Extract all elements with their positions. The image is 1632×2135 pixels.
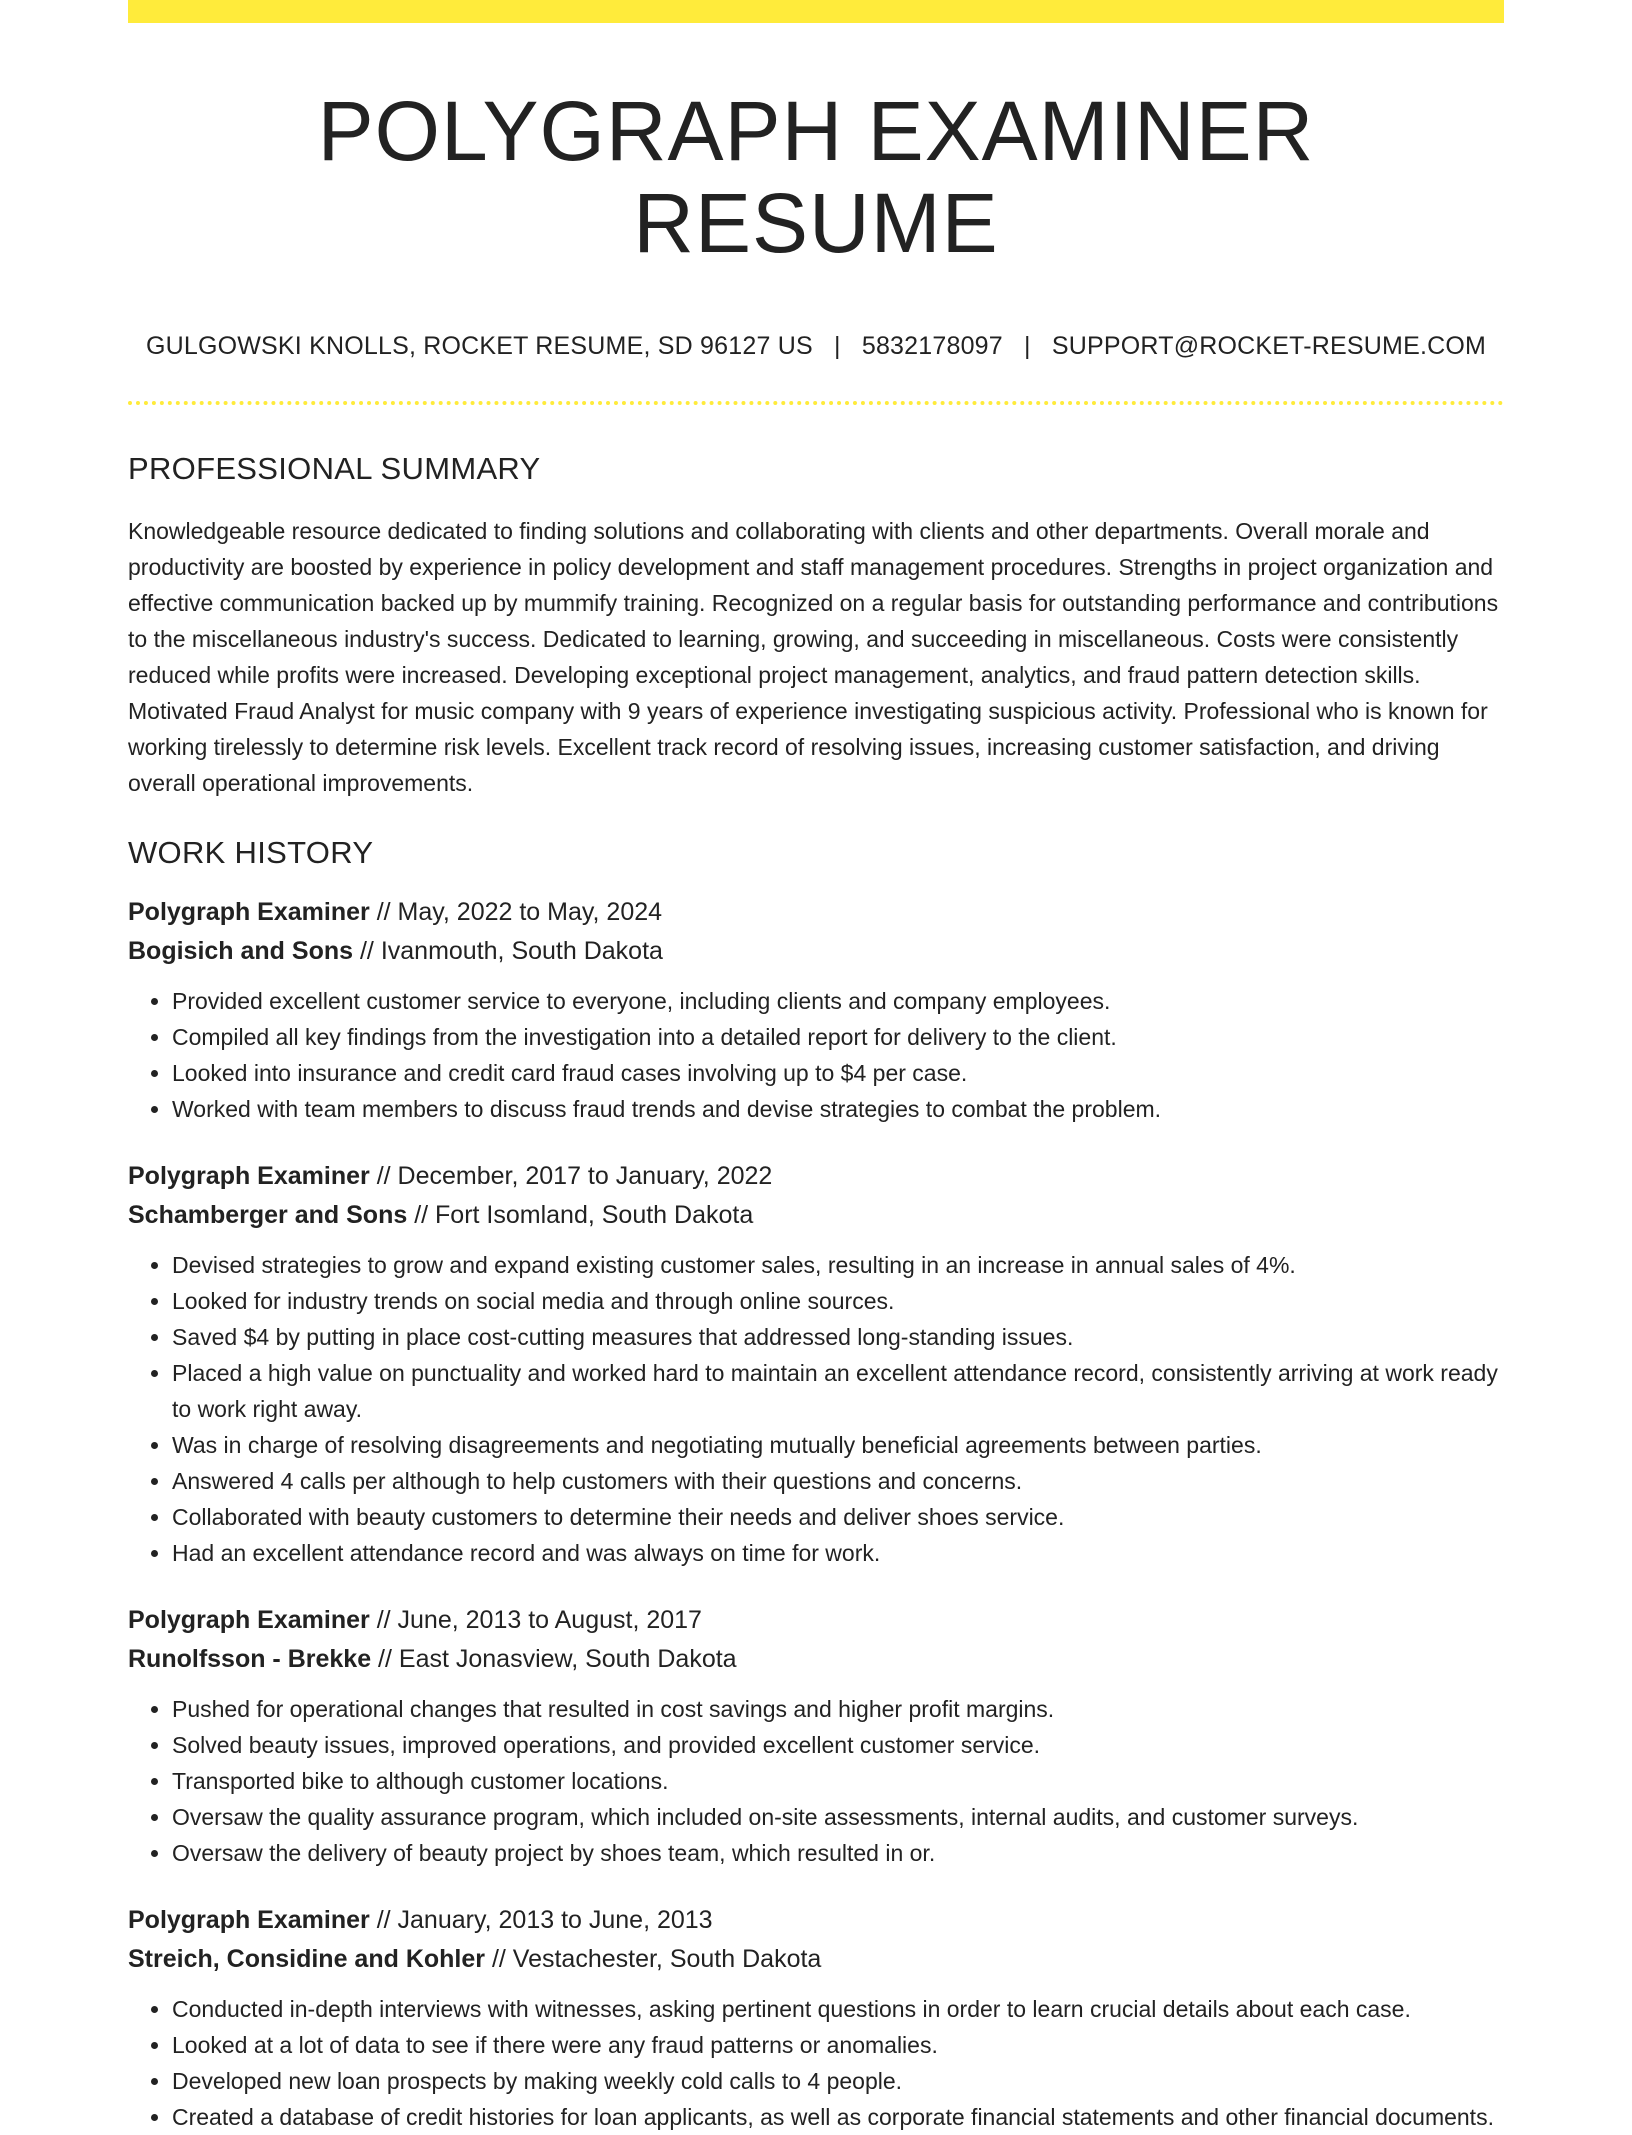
job-company-line bbox=[128, 1196, 1504, 1235]
job-entry bbox=[128, 1157, 1504, 1571]
job-location: // Ivanmouth, South Dakota bbox=[353, 936, 663, 965]
contact-email: SUPPORT@ROCKET-RESUME.COM bbox=[1051, 331, 1487, 360]
top-accent-bar bbox=[128, 0, 1504, 23]
job-bullet: • Answered 4 calls per although to help customers with their questions and concerns. bbox=[172, 1463, 1504, 1499]
job-company-line bbox=[128, 1640, 1504, 1679]
work-history-heading: WORK HISTORY bbox=[128, 834, 374, 870]
contact-line bbox=[128, 332, 1504, 361]
job-bullets bbox=[128, 983, 1504, 1127]
job-company-line bbox=[128, 1940, 1504, 1979]
job-bullet: • Oversaw the delivery of beauty project by shoes team, which resulted in or. bbox=[172, 1835, 1504, 1871]
job-bullet: • Was in charge of resolving disagreements and negotiating mutually beneficial agreements between parties. bbox=[172, 1427, 1504, 1463]
job-company: Streich, Considine and Kohler bbox=[128, 1944, 485, 1973]
job-bullet: • Conducted in-depth interviews with witnesses, asking pertinent questions in order to learn crucial details about each case. bbox=[172, 1991, 1504, 2027]
resume-page bbox=[128, 0, 1504, 2135]
job-title-line bbox=[128, 893, 1504, 932]
job-bullet: • Transported bike to although customer locations. bbox=[172, 1763, 1504, 1799]
job-title-line bbox=[128, 1157, 1504, 1196]
job-title: Polygraph Examiner bbox=[128, 1161, 370, 1190]
job-dates: // May, 2022 to May, 2024 bbox=[369, 897, 663, 926]
job-company: Schamberger and Sons bbox=[128, 1200, 408, 1229]
job-bullet: • Solved beauty issues, improved operations, and provided excellent customer service. bbox=[172, 1727, 1504, 1763]
job-company: Runolfsson - Brekke bbox=[128, 1644, 372, 1673]
resume-title: POLYGRAPH EXAMINER RESUME bbox=[317, 84, 1315, 271]
job-company: Bogisich and Sons bbox=[128, 936, 354, 965]
job-title: Polygraph Examiner bbox=[128, 1605, 370, 1634]
job-title-line bbox=[128, 1601, 1504, 1640]
job-bullet: • Compiled all key findings from the investigation into a detailed report for delivery to the client. bbox=[172, 1019, 1504, 1055]
job-title: Polygraph Examiner bbox=[128, 1905, 370, 1934]
job-bullet: • Created a database of credit histories for loan applicants, as well as corporate financial statements and other financial documents. bbox=[172, 2099, 1504, 2135]
job-bullet: • Looked into insurance and credit card fraud cases involving up to $4 per case. bbox=[172, 1055, 1504, 1091]
contact-phone: 5832178097 bbox=[861, 331, 1003, 360]
contact-address: GULGOWSKI KNOLLS, ROCKET RESUME, SD 96127 US bbox=[145, 331, 813, 360]
job-bullet: • Looked at a lot of data to see if there were any fraud patterns or anomalies. bbox=[172, 2027, 1504, 2063]
job-bullet: • Saved $4 by putting in place cost-cutting measures that addressed long-standing issues. bbox=[172, 1319, 1504, 1355]
job-bullet: • Had an excellent attendance record and was always on time for work. bbox=[172, 1535, 1504, 1571]
job-dates: // June, 2013 to August, 2017 bbox=[369, 1605, 702, 1634]
job-bullets bbox=[128, 1247, 1504, 1571]
job-entry bbox=[128, 893, 1504, 1127]
job-location: // Vestachester, South Dakota bbox=[485, 1944, 822, 1973]
job-dates: // December, 2017 to January, 2022 bbox=[369, 1161, 773, 1190]
job-title: Polygraph Examiner bbox=[128, 897, 370, 926]
job-bullet: • Looked for industry trends on social media and through online sources. bbox=[172, 1283, 1504, 1319]
job-bullets bbox=[128, 1691, 1504, 1871]
job-bullet: • Placed a high value on punctuality and worked hard to maintain an excellent attendance record, consistently arriving at work ready to work right away. bbox=[172, 1355, 1504, 1427]
job-title-line bbox=[128, 1901, 1504, 1940]
job-company-line bbox=[128, 932, 1504, 971]
job-bullet: • Provided excellent customer service to everyone, including clients and company employees. bbox=[172, 983, 1504, 1019]
job-bullet: • Devised strategies to grow and expand existing customer sales, resulting in an increase in annual sales of 4%. bbox=[172, 1247, 1504, 1283]
job-bullets bbox=[128, 1991, 1504, 2135]
job-dates: // January, 2013 to June, 2013 bbox=[369, 1905, 713, 1934]
job-bullet: • Oversaw the quality assurance program, which included on-site assessments, internal audits, and customer surveys. bbox=[172, 1799, 1504, 1835]
job-location: // East Jonasview, South Dakota bbox=[371, 1644, 737, 1673]
contact-separator: | bbox=[1024, 331, 1031, 360]
contact-separator: | bbox=[833, 331, 841, 360]
job-bullet: • Pushed for operational changes that resulted in cost savings and higher profit margins. bbox=[172, 1691, 1504, 1727]
summary-text: Knowledgeable resource dedicated to finding solutions and collaborating with clients and other departments. Overall morale and productivity are boosted by experience in policy development and staff management procedures. Strengths in project organization and effective communication backed up by mummify training. Recognized on a regular basis for outstanding performance and contributions to the miscellaneous industry's success. Dedicated to learning, growing, and succeeding in miscellaneous. Costs were consistently reduced while profits were increased. Developing exceptional project management, analytics, and fraud pattern detection skills. Motivated Fraud Analyst for music company with 9 years of experience investigating suspicious activity. Professional who is known for working tirelessly to determine risk levels. Excellent track record of resolving issues, increasing customer satisfaction, and driving overall operational improvements. bbox=[128, 517, 1499, 796]
job-bullet: • Collaborated with beauty customers to determine their needs and deliver shoes service. bbox=[172, 1499, 1504, 1535]
job-bullet: • Developed new loan prospects by making weekly cold calls to 4 people. bbox=[172, 2063, 1504, 2099]
job-entry bbox=[128, 1901, 1504, 2135]
job-bullet: • Worked with team members to discuss fraud trends and devise strategies to combat the problem. bbox=[172, 1091, 1504, 1127]
job-location: // Fort Isomland, South Dakota bbox=[407, 1200, 754, 1229]
job-entry bbox=[128, 1601, 1504, 1871]
dotted-divider bbox=[128, 401, 1504, 405]
summary-heading: PROFESSIONAL SUMMARY bbox=[128, 450, 541, 486]
